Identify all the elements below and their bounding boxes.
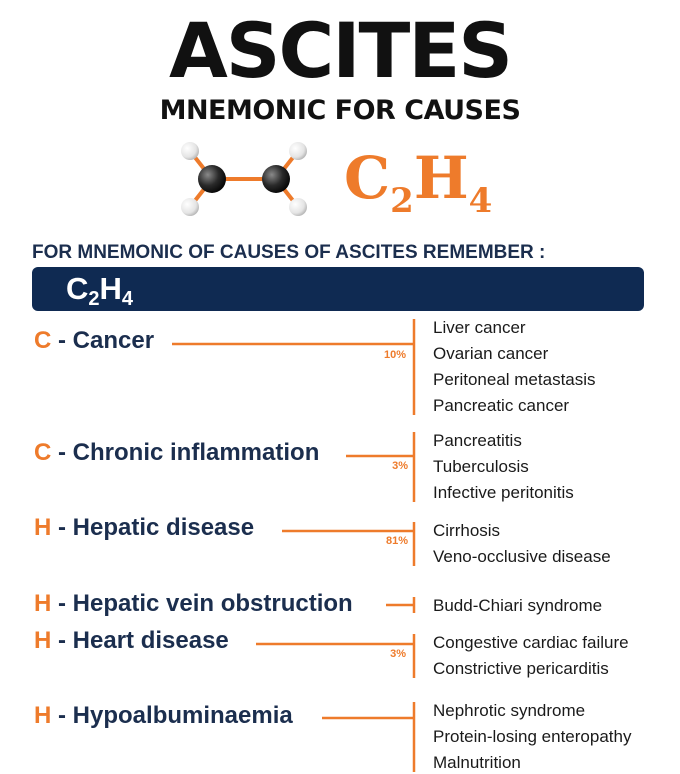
cause-letter: H — [34, 590, 52, 617]
cause-label — [34, 326, 154, 356]
cause-item: Peritoneal metastasis — [433, 370, 596, 389]
cause-label — [34, 589, 353, 619]
cause-label — [34, 701, 293, 731]
intro-text: FOR MNEMONIC OF CAUSES OF ASCITES REMEMBER : — [32, 242, 546, 263]
percent-label: 3% — [392, 460, 408, 472]
formula-large: $C_2H_4$ — [344, 144, 493, 221]
cause-name: - Cancer — [51, 327, 155, 354]
cause-label — [34, 626, 229, 656]
cause-item: Cirrhosis — [433, 521, 501, 540]
cause-item: Malnutrition — [433, 753, 521, 772]
cause-item: Ovarian cancer — [433, 344, 549, 363]
cause-name: - Hepatic vein obstruction — [51, 590, 353, 617]
percent-label: 10% — [383, 349, 406, 361]
cause-item: Constrictive pericarditis — [433, 659, 609, 678]
cause-item: Budd-Chiari syndrome — [433, 596, 603, 615]
cause-name: - Hepatic disease — [51, 514, 255, 541]
cause-item: Infective peritonitis — [433, 483, 574, 502]
cause-item: Pancreatic cancer — [433, 396, 570, 415]
cause-letter: H — [34, 702, 52, 729]
cause-label — [34, 438, 319, 468]
percent-label: 81% — [385, 535, 408, 547]
cause-name: - Heart disease — [51, 627, 229, 654]
cause-item: Veno-occlusive disease — [433, 547, 611, 566]
cause-item: Protein-losing enteropathy — [433, 727, 632, 746]
cause-label — [34, 513, 254, 543]
cause-letter: H — [34, 514, 52, 541]
cause-item: Liver cancer — [433, 318, 526, 337]
cause-letter: C — [34, 439, 52, 466]
banner-formula: $C_2H_4$ — [66, 271, 134, 310]
cause-name: - Hypoalbuminaemia — [51, 702, 293, 729]
page-subtitle: MNEMONIC FOR CAUSES — [159, 95, 521, 126]
cause-name: - Chronic inflammation — [51, 439, 320, 466]
cause-letter: C — [34, 327, 52, 354]
cause-item: Nephrotic syndrome — [433, 701, 586, 720]
cause-item: Pancreatitis — [433, 431, 522, 450]
cause-item: Congestive cardiac failure — [433, 633, 629, 652]
cause-letter: H — [34, 627, 52, 654]
cause-item: Tuberculosis — [433, 457, 529, 476]
page-title: ASCITES — [168, 6, 512, 95]
percent-label: 3% — [390, 648, 406, 660]
